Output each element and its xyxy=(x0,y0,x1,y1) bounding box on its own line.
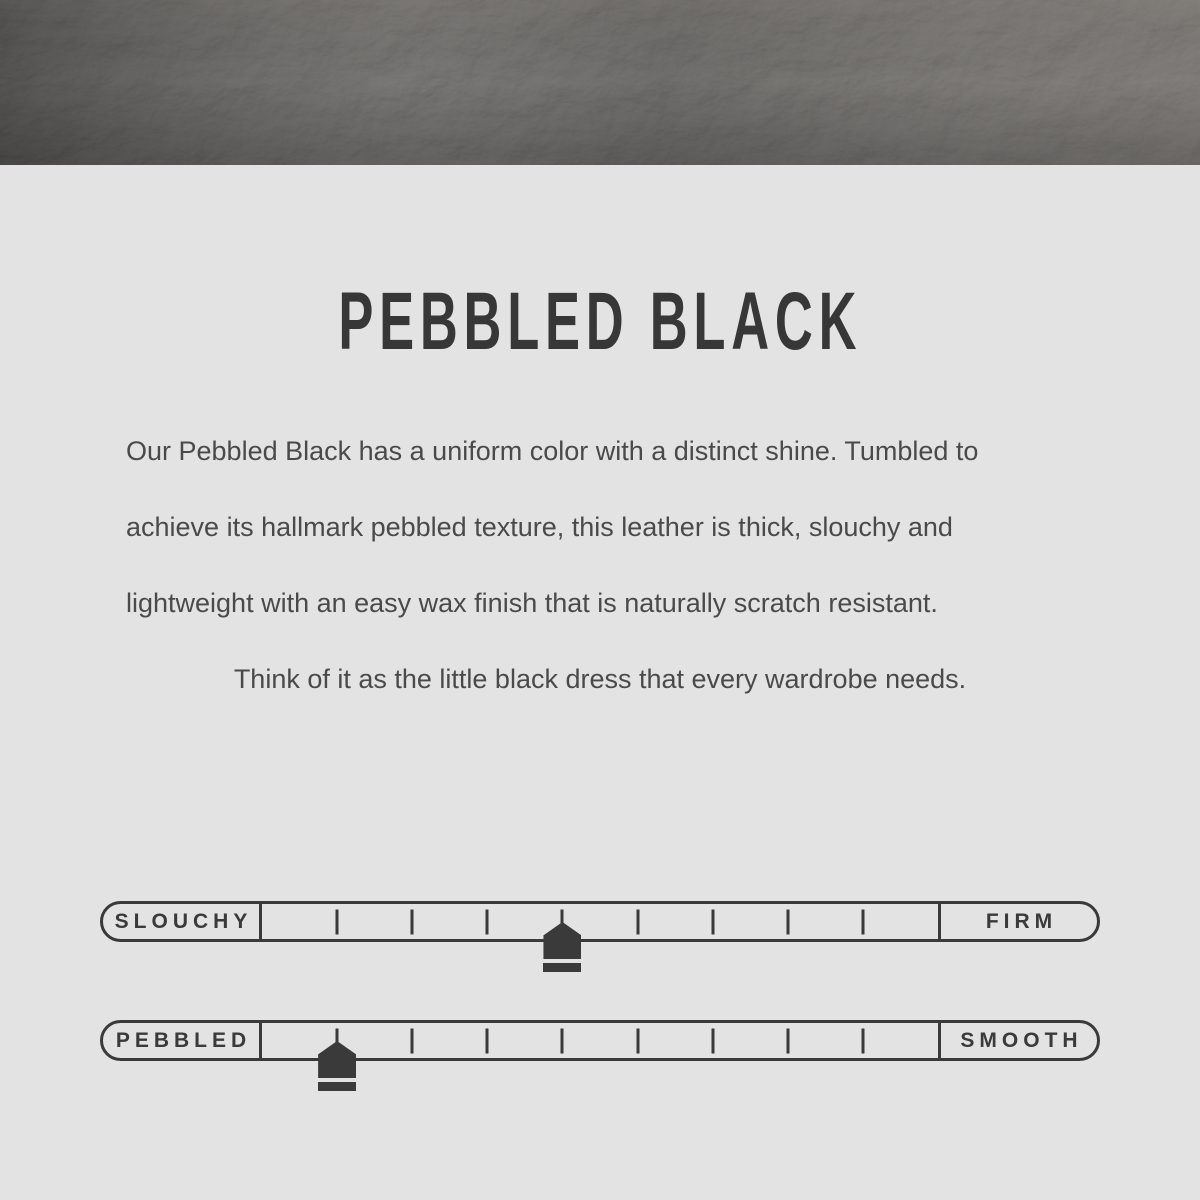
description-line-1: Our Pebbled Black has a uniform color with a distinct shine. Tumbled to xyxy=(126,436,979,466)
scale-slouchy-firm xyxy=(100,901,1100,942)
scale-tick xyxy=(636,1028,639,1053)
scale-tick xyxy=(711,1028,714,1053)
description-line-2: achieve its hallmark pebbled texture, this leather is thick, slouchy and xyxy=(126,512,953,542)
scale-tick xyxy=(711,909,714,934)
scale-slouchy-firm-track xyxy=(262,904,938,939)
scale-pebbled-smooth-left-label: PEBBLED xyxy=(103,1023,262,1058)
scale-tick xyxy=(486,909,489,934)
scale-marker-underline xyxy=(318,1082,356,1091)
scale-marker-pointer-icon xyxy=(543,922,581,959)
scale-tick xyxy=(486,1028,489,1053)
scale-marker xyxy=(318,1041,356,1091)
description xyxy=(126,413,1074,717)
scale-tick xyxy=(786,909,789,934)
description-line-4: Think of it as the little black dress that every wardrobe needs. xyxy=(233,664,967,694)
scale-tick xyxy=(411,1028,414,1053)
scale-pebbled-smooth-track xyxy=(262,1023,938,1058)
page-title xyxy=(0,276,1200,367)
scale-tick xyxy=(336,909,339,934)
scale-tick xyxy=(861,909,864,934)
description-line-3: lightweight with an easy wax finish that is naturally scratch resistant. xyxy=(126,588,938,618)
scale-marker xyxy=(543,922,581,972)
scale-pebbled-smooth xyxy=(100,1020,1100,1061)
leather-texture-image xyxy=(0,0,1200,165)
scale-tick xyxy=(636,909,639,934)
scale-tick xyxy=(861,1028,864,1053)
scale-tick xyxy=(786,1028,789,1053)
scale-pebbled-smooth-right-label: SMOOTH xyxy=(938,1023,1097,1058)
scale-marker-pointer-icon xyxy=(318,1041,356,1078)
scale-marker-underline xyxy=(543,963,581,972)
leather-texture-banner xyxy=(0,0,1200,165)
scale-slouchy-firm-right-label: FIRM xyxy=(938,904,1097,939)
leather-property-scales xyxy=(100,901,1100,1061)
page-title-text: PEBBLED BLACK xyxy=(338,276,862,367)
scale-tick xyxy=(561,1028,564,1053)
scale-slouchy-firm-left-label: SLOUCHY xyxy=(103,904,262,939)
scale-tick xyxy=(411,909,414,934)
